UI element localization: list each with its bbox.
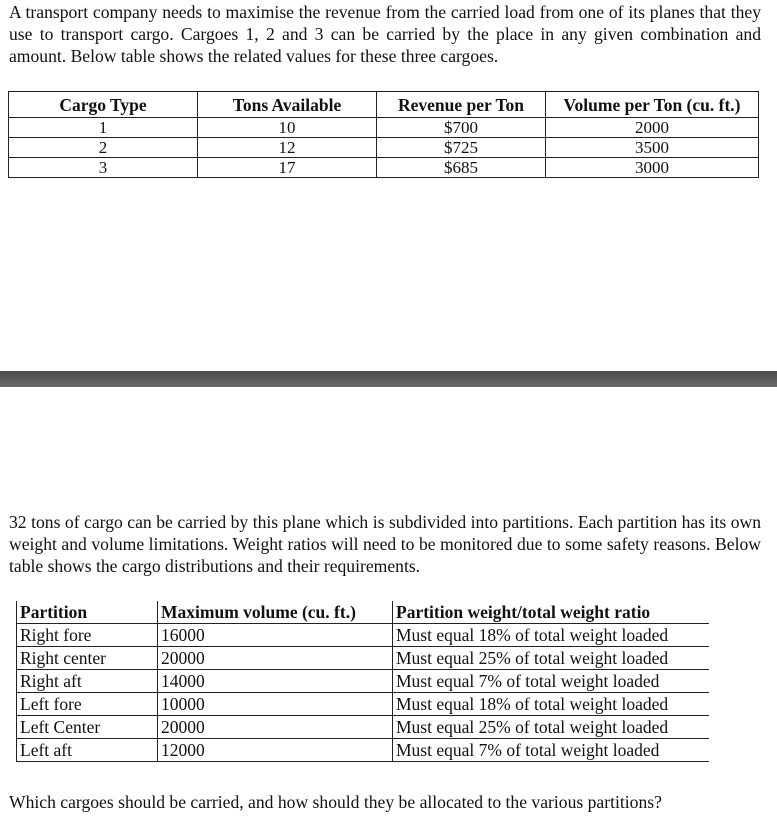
cargo-header-tons: Tons Available <box>198 92 377 118</box>
partition-cell: 16000 <box>158 624 393 647</box>
cargo-cell: 1 <box>9 118 198 138</box>
partition-paragraph: 32 tons of cargo can be carried by this plane which is subdivided into partitions. Each partition has its own weight and volume limitations. Weight ratios will need to be monitored due to some safety reasons. Below table shows the cargo distributions and their requirements. <box>9 512 761 576</box>
cargo-cell: 3500 <box>546 138 759 158</box>
page-divider <box>0 371 777 387</box>
cargo-header-revenue: Revenue per Ton <box>377 92 546 118</box>
cargo-cell: $685 <box>377 158 546 178</box>
partition-cell: 14000 <box>158 670 393 693</box>
partition-cell: Left fore <box>17 693 158 716</box>
intro-paragraph: A transport company needs to maximise the revenue from the carried load from one of its planes that they use to transport cargo. Cargoes 1, 2 and 3 can be carried by the place in any given combination and amount. Below table shows the related values for these three cargoes. <box>9 2 761 66</box>
cargo-cell: 2 <box>9 138 198 158</box>
question-paragraph: Which cargoes should be carried, and how should they be allocated to the various partitions? <box>9 792 662 812</box>
partition-cell: Right aft <box>17 670 158 693</box>
cargo-table <box>8 91 759 178</box>
table-row <box>17 716 710 739</box>
partition-cell: Must equal 18% of total weight loaded <box>393 693 710 716</box>
cargo-cell: 12 <box>198 138 377 158</box>
partition-table <box>16 601 709 762</box>
partition-table-header-row <box>17 601 710 624</box>
partition-cell: Left aft <box>17 739 158 762</box>
cargo-cell: 17 <box>198 158 377 178</box>
partition-cell: 20000 <box>158 716 393 739</box>
partition-header-ratio: Partition weight/total weight ratio <box>393 601 710 624</box>
cargo-cell: 3000 <box>546 158 759 178</box>
partition-cell: Must equal 25% of total weight loaded <box>393 647 710 670</box>
cargo-cell: $725 <box>377 138 546 158</box>
partition-header-volume: Maximum volume (cu. ft.) <box>158 601 393 624</box>
cargo-cell: 10 <box>198 118 377 138</box>
partition-cell: Right center <box>17 647 158 670</box>
cargo-table-header-row <box>9 92 759 118</box>
partition-cell: 20000 <box>158 647 393 670</box>
table-row <box>17 624 710 647</box>
partition-cell: Must equal 7% of total weight loaded <box>393 739 710 762</box>
partition-cell: 12000 <box>158 739 393 762</box>
table-row <box>9 118 759 138</box>
partition-cell: Left Center <box>17 716 158 739</box>
cargo-cell: $700 <box>377 118 546 138</box>
table-row <box>9 138 759 158</box>
cargo-cell: 3 <box>9 158 198 178</box>
cargo-cell: 2000 <box>546 118 759 138</box>
table-row <box>17 647 710 670</box>
partition-cell: Must equal 25% of total weight loaded <box>393 716 710 739</box>
partition-header-name: Partition <box>17 601 158 624</box>
partition-cell: Must equal 18% of total weight loaded <box>393 624 710 647</box>
table-row <box>17 739 710 762</box>
cargo-header-volume: Volume per Ton (cu. ft.) <box>546 92 759 118</box>
table-row <box>17 693 710 716</box>
cargo-header-type: Cargo Type <box>9 92 198 118</box>
partition-cell: 10000 <box>158 693 393 716</box>
table-row <box>17 670 710 693</box>
table-row <box>9 158 759 178</box>
partition-cell: Right fore <box>17 624 158 647</box>
partition-cell: Must equal 7% of total weight loaded <box>393 670 710 693</box>
